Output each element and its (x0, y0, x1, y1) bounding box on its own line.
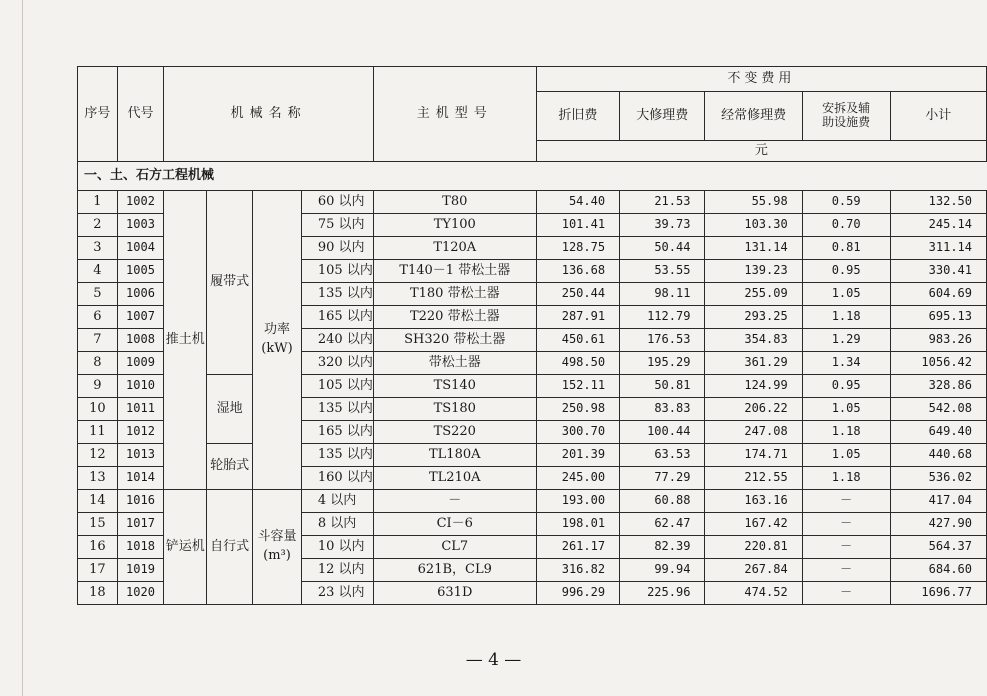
cell-subtotal: 245.14 (890, 214, 986, 237)
cell-depreciation: 101.41 (536, 214, 619, 237)
cell-range: 240 以内 (301, 329, 373, 352)
cell-install: 0.59 (802, 191, 890, 214)
group-self-propelled: 自行式 (207, 490, 253, 605)
cell-overhaul: 83.83 (620, 398, 705, 421)
cell-subtotal: 440.68 (890, 444, 986, 467)
cell-depreciation: 300.70 (536, 421, 619, 444)
cell-maintenance: 124.99 (705, 375, 802, 398)
cell-install: － (802, 559, 890, 582)
header-model: 主机型号 (373, 67, 536, 162)
cell-range: 160 以内 (301, 467, 373, 490)
cell-seq: 1 (78, 191, 118, 214)
cell-seq: 8 (78, 352, 118, 375)
cell-depreciation: 450.61 (536, 329, 619, 352)
cell-overhaul: 100.44 (620, 421, 705, 444)
cell-install: 1.29 (802, 329, 890, 352)
cell-depreciation: 128.75 (536, 237, 619, 260)
header-install (802, 92, 890, 141)
machine-cost-table (77, 66, 987, 605)
header-seq: 序号 (78, 67, 118, 162)
cell-subtotal: 1696.77 (890, 582, 986, 605)
section-row (78, 162, 987, 191)
cell-code: 1013 (117, 444, 164, 467)
cell-overhaul: 176.53 (620, 329, 705, 352)
cell-depreciation: 152.11 (536, 375, 619, 398)
cell-subtotal: 328.86 (890, 375, 986, 398)
cell-model: SH320 带松土器 (373, 329, 536, 352)
power-label: 功率 (263, 322, 290, 338)
cell-depreciation: 245.00 (536, 467, 619, 490)
cell-maintenance: 103.30 (705, 214, 802, 237)
cell-range: 8 以内 (301, 513, 373, 536)
cell-range: 165 以内 (301, 421, 373, 444)
cell-maintenance: 131.14 (705, 237, 802, 260)
cell-overhaul: 39.73 (620, 214, 705, 237)
cell-seq: 5 (78, 283, 118, 306)
group-bucket (253, 490, 302, 605)
cell-seq: 13 (78, 467, 118, 490)
cell-model: CI－6 (373, 513, 536, 536)
cell-model: TL180A (373, 444, 536, 467)
cell-subtotal: 417.04 (890, 490, 986, 513)
cell-depreciation: 316.82 (536, 559, 619, 582)
bucket-label: 斗容量 (257, 529, 297, 545)
cell-maintenance: 255.09 (705, 283, 802, 306)
cell-maintenance: 163.16 (705, 490, 802, 513)
cell-overhaul: 225.96 (620, 582, 705, 605)
cell-range: 165 以内 (301, 306, 373, 329)
group-bulldozer: 推土机 (164, 191, 207, 490)
cell-maintenance: 174.71 (705, 444, 802, 467)
cell-code: 1007 (117, 306, 164, 329)
cell-code: 1004 (117, 237, 164, 260)
bucket-unit: (m³) (263, 548, 291, 563)
cell-seq: 18 (78, 582, 118, 605)
cell-seq: 17 (78, 559, 118, 582)
cell-depreciation: 250.44 (536, 283, 619, 306)
cell-seq: 12 (78, 444, 118, 467)
cell-install: 1.05 (802, 398, 890, 421)
cell-install: 1.18 (802, 467, 890, 490)
cell-maintenance: 267.84 (705, 559, 802, 582)
cell-model: TL210A (373, 467, 536, 490)
cell-model: － (373, 490, 536, 513)
cell-model: T180 带松土器 (373, 283, 536, 306)
cell-install: － (802, 490, 890, 513)
cell-code: 1008 (117, 329, 164, 352)
cell-subtotal: 132.50 (890, 191, 986, 214)
cell-install: － (802, 582, 890, 605)
cell-overhaul: 50.44 (620, 237, 705, 260)
cell-subtotal: 695.13 (890, 306, 986, 329)
header-overhaul: 大修理费 (620, 92, 705, 141)
cell-install: 1.34 (802, 352, 890, 375)
cell-code: 1006 (117, 283, 164, 306)
group-loader: 铲运机 (164, 490, 207, 605)
cell-depreciation: 198.01 (536, 513, 619, 536)
cell-install: － (802, 513, 890, 536)
table-row (78, 191, 987, 214)
cell-range: 75 以内 (301, 214, 373, 237)
header-depreciation: 折旧费 (536, 92, 619, 141)
cell-subtotal: 536.02 (890, 467, 986, 490)
cell-depreciation: 996.29 (536, 582, 619, 605)
cell-model: T120A (373, 237, 536, 260)
group-crawler: 履带式 (207, 191, 253, 375)
cell-depreciation: 261.17 (536, 536, 619, 559)
cell-subtotal: 542.08 (890, 398, 986, 421)
cell-model: 631D (373, 582, 536, 605)
cell-depreciation: 498.50 (536, 352, 619, 375)
cell-seq: 9 (78, 375, 118, 398)
cell-model: T140－1 带松土器 (373, 260, 536, 283)
cell-range: 105 以内 (301, 260, 373, 283)
cell-code: 1020 (117, 582, 164, 605)
cell-maintenance: 212.55 (705, 467, 802, 490)
group-wetland: 湿地 (207, 375, 253, 444)
header-row-1 (78, 67, 987, 92)
cell-subtotal: 604.69 (890, 283, 986, 306)
cell-maintenance: 220.81 (705, 536, 802, 559)
cell-install: 0.70 (802, 214, 890, 237)
cell-overhaul: 53.55 (620, 260, 705, 283)
cell-maintenance: 167.42 (705, 513, 802, 536)
cell-maintenance: 474.52 (705, 582, 802, 605)
cell-install: 1.18 (802, 421, 890, 444)
header-machine-name: 机械名称 (164, 67, 374, 162)
section-title: 一、土、石方工程机械 (78, 162, 987, 191)
cell-model: T80 (373, 191, 536, 214)
cell-model: TS140 (373, 375, 536, 398)
cell-overhaul: 195.29 (620, 352, 705, 375)
cell-code: 1019 (117, 559, 164, 582)
header-maintenance: 经常修理费 (705, 92, 802, 141)
cell-maintenance: 206.22 (705, 398, 802, 421)
cell-seq: 11 (78, 421, 118, 444)
cell-range: 90 以内 (301, 237, 373, 260)
cell-code: 1005 (117, 260, 164, 283)
power-unit: (kW) (261, 341, 293, 356)
cell-code: 1012 (117, 421, 164, 444)
cell-range: 10 以内 (301, 536, 373, 559)
cell-install: 0.81 (802, 237, 890, 260)
cell-overhaul: 63.53 (620, 444, 705, 467)
cell-range: 105 以内 (301, 375, 373, 398)
cell-subtotal: 564.37 (890, 536, 986, 559)
cell-model: T220 带松土器 (373, 306, 536, 329)
cell-range: 135 以内 (301, 444, 373, 467)
cell-maintenance: 354.83 (705, 329, 802, 352)
cell-seq: 3 (78, 237, 118, 260)
cell-subtotal: 311.14 (890, 237, 986, 260)
cell-code: 1017 (117, 513, 164, 536)
cell-code: 1002 (117, 191, 164, 214)
cell-subtotal: 427.90 (890, 513, 986, 536)
cell-overhaul: 112.79 (620, 306, 705, 329)
cell-code: 1003 (117, 214, 164, 237)
cell-code: 1016 (117, 490, 164, 513)
header-fixed-cost: 不变费用 (536, 67, 986, 92)
header-install-text: 安拆及辅助设施费 (822, 101, 871, 129)
cell-model: CL7 (373, 536, 536, 559)
table-row (78, 444, 987, 467)
cell-install: 1.05 (802, 283, 890, 306)
cell-code: 1010 (117, 375, 164, 398)
cell-seq: 10 (78, 398, 118, 421)
cell-install: － (802, 536, 890, 559)
cell-overhaul: 62.47 (620, 513, 705, 536)
table-row (78, 375, 987, 398)
cell-install: 1.05 (802, 444, 890, 467)
cell-code: 1014 (117, 467, 164, 490)
cell-overhaul: 21.53 (620, 191, 705, 214)
cell-install: 0.95 (802, 260, 890, 283)
cell-depreciation: 54.40 (536, 191, 619, 214)
cell-depreciation: 250.98 (536, 398, 619, 421)
header-code: 代号 (117, 67, 164, 162)
cell-model: TS180 (373, 398, 536, 421)
cell-subtotal: 684.60 (890, 559, 986, 582)
cell-model: TY100 (373, 214, 536, 237)
cell-range: 60 以内 (301, 191, 373, 214)
cell-seq: 15 (78, 513, 118, 536)
cell-maintenance: 361.29 (705, 352, 802, 375)
cell-overhaul: 60.88 (620, 490, 705, 513)
cell-maintenance: 293.25 (705, 306, 802, 329)
cell-depreciation: 287.91 (536, 306, 619, 329)
cell-depreciation: 201.39 (536, 444, 619, 467)
cell-range: 12 以内 (301, 559, 373, 582)
cell-overhaul: 99.94 (620, 559, 705, 582)
cell-model: TS220 (373, 421, 536, 444)
cell-subtotal: 330.41 (890, 260, 986, 283)
cell-seq: 6 (78, 306, 118, 329)
cell-maintenance: 139.23 (705, 260, 802, 283)
cell-code: 1018 (117, 536, 164, 559)
header-unit: 元 (536, 141, 986, 162)
cell-depreciation: 193.00 (536, 490, 619, 513)
cell-maintenance: 55.98 (705, 191, 802, 214)
cell-seq: 16 (78, 536, 118, 559)
cell-subtotal: 649.40 (890, 421, 986, 444)
cell-subtotal: 1056.42 (890, 352, 986, 375)
group-wheeled: 轮胎式 (207, 444, 253, 490)
cell-overhaul: 50.81 (620, 375, 705, 398)
page-number: — 4 — (465, 650, 522, 670)
cell-seq: 14 (78, 490, 118, 513)
cell-seq: 2 (78, 214, 118, 237)
table-row (78, 490, 987, 513)
cell-range: 135 以内 (301, 283, 373, 306)
cell-overhaul: 82.39 (620, 536, 705, 559)
cell-install: 1.18 (802, 306, 890, 329)
cell-range: 23 以内 (301, 582, 373, 605)
cell-subtotal: 983.26 (890, 329, 986, 352)
cell-range: 320 以内 (301, 352, 373, 375)
cell-model: 621B，CL9 (373, 559, 536, 582)
cell-range: 135 以内 (301, 398, 373, 421)
cell-model: 带松土器 (373, 352, 536, 375)
group-power (253, 191, 302, 490)
cell-code: 1009 (117, 352, 164, 375)
cell-seq: 7 (78, 329, 118, 352)
cell-overhaul: 77.29 (620, 467, 705, 490)
cell-range: 4 以内 (301, 490, 373, 513)
cell-install: 0.95 (802, 375, 890, 398)
cell-depreciation: 136.68 (536, 260, 619, 283)
cell-maintenance: 247.08 (705, 421, 802, 444)
cell-overhaul: 98.11 (620, 283, 705, 306)
page-edge (22, 0, 23, 696)
header-subtotal: 小计 (890, 92, 986, 141)
cell-seq: 4 (78, 260, 118, 283)
cell-code: 1011 (117, 398, 164, 421)
